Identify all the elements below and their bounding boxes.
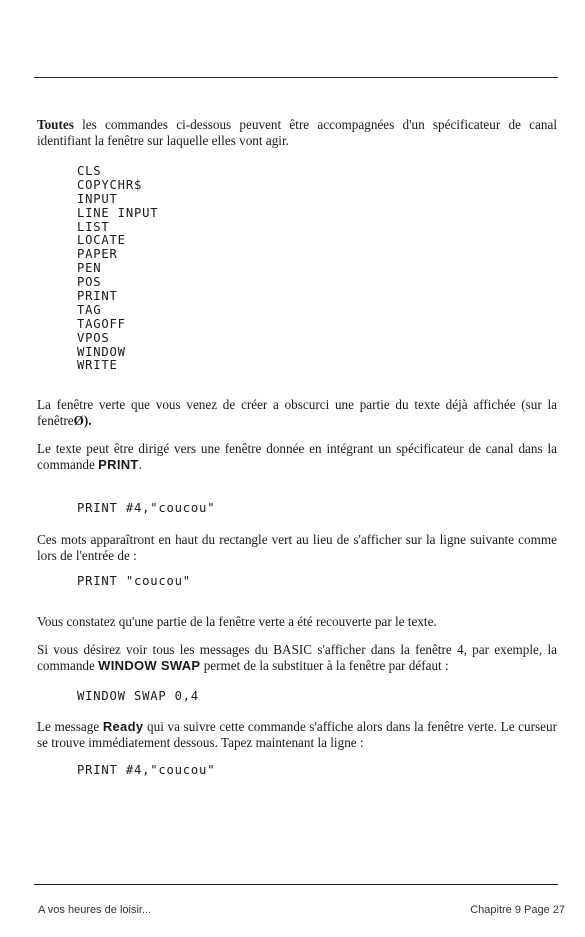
window-swap-end: permet de la substituer à la fenêtre par défaut :	[200, 658, 449, 673]
footer-book-title: A vos heures de loisir...	[38, 904, 152, 916]
command-item: POS	[77, 275, 102, 290]
mots-text: Ces mots apparaîtront en haut du rectangle vert au lieu de s'afficher sur la ligne suivante comme lors de l'entrée de :	[37, 532, 557, 563]
window-zero-ref: Ø).	[73, 413, 92, 428]
command-item: TAGOFF	[77, 316, 126, 331]
command-item: PEN	[77, 261, 102, 276]
ready-text-end: qui va suivre cette commande s'affiche alors dans la fenêtre verte. Le curseur se trouve immédiatement dessous. Tapez maintenant la ligne :	[37, 719, 557, 750]
intro-text: les commandes ci-dessous peuvent être accompagnées d'un spécificateur de canal identifiant la fenêtre sur laquelle elles vont agir.	[37, 117, 557, 148]
window-swap-text: Si vous désirez voir tous les messages du BASIC s'afficher dans la fenêtre 4, par exemple, la commande	[37, 642, 557, 673]
command-item: CLS	[77, 164, 102, 178]
command-item: WRITE	[77, 358, 118, 373]
command-item: LINE INPUT	[77, 205, 159, 220]
window-swap-keyword: WINDOW SWAP	[98, 658, 201, 673]
intro-lead-word: Toutes	[37, 117, 74, 132]
ready-paragraph	[37, 719, 557, 751]
code-print-channel: PRINT #4,"coucou"	[77, 501, 216, 515]
recouverte-paragraph	[37, 614, 557, 630]
command-item: COPYCHR$	[77, 177, 143, 192]
command-item: VPOS	[77, 330, 110, 345]
print-channel-paragraph	[37, 441, 557, 473]
command-item: TAG	[77, 302, 102, 317]
command-item: PRINT	[77, 289, 118, 304]
ready-text-start: Le message	[37, 719, 103, 734]
code-print-plain: PRINT "coucou"	[77, 574, 191, 588]
footer-page-number: Chapitre 9 Page 27	[470, 904, 565, 916]
command-item: PAPER	[77, 247, 118, 262]
print-keyword: PRINT	[98, 457, 139, 472]
command-list	[77, 165, 158, 373]
mots-paragraph	[37, 532, 557, 564]
window-swap-paragraph	[37, 642, 557, 674]
code-window-swap: WINDOW SWAP 0,4	[77, 689, 200, 703]
green-window-paragraph	[37, 397, 557, 429]
command-item: WINDOW	[77, 344, 126, 359]
code-print-channel-repeat: PRINT #4,"coucou"	[77, 763, 216, 777]
intro-paragraph	[37, 117, 557, 149]
ready-keyword: Ready	[102, 719, 144, 734]
command-item: LIST	[77, 219, 110, 234]
bottom-rule	[34, 884, 558, 885]
print-channel-end: .	[138, 457, 142, 472]
green-window-text: La fenêtre verte que vous venez de créer a obscurci une partie du texte déjà affichée (sur la fenêtre	[37, 397, 557, 428]
command-item: LOCATE	[77, 233, 126, 248]
print-channel-text: Le texte peut être dirigé vers une fenêtre donnée en intégrant un spécificateur de canal dans la commande	[37, 441, 557, 472]
top-rule	[34, 77, 558, 78]
command-item: INPUT	[77, 191, 118, 206]
recouverte-text: Vous constatez qu'une partie de la fenêtre verte a été recouverte par le texte.	[37, 614, 437, 629]
